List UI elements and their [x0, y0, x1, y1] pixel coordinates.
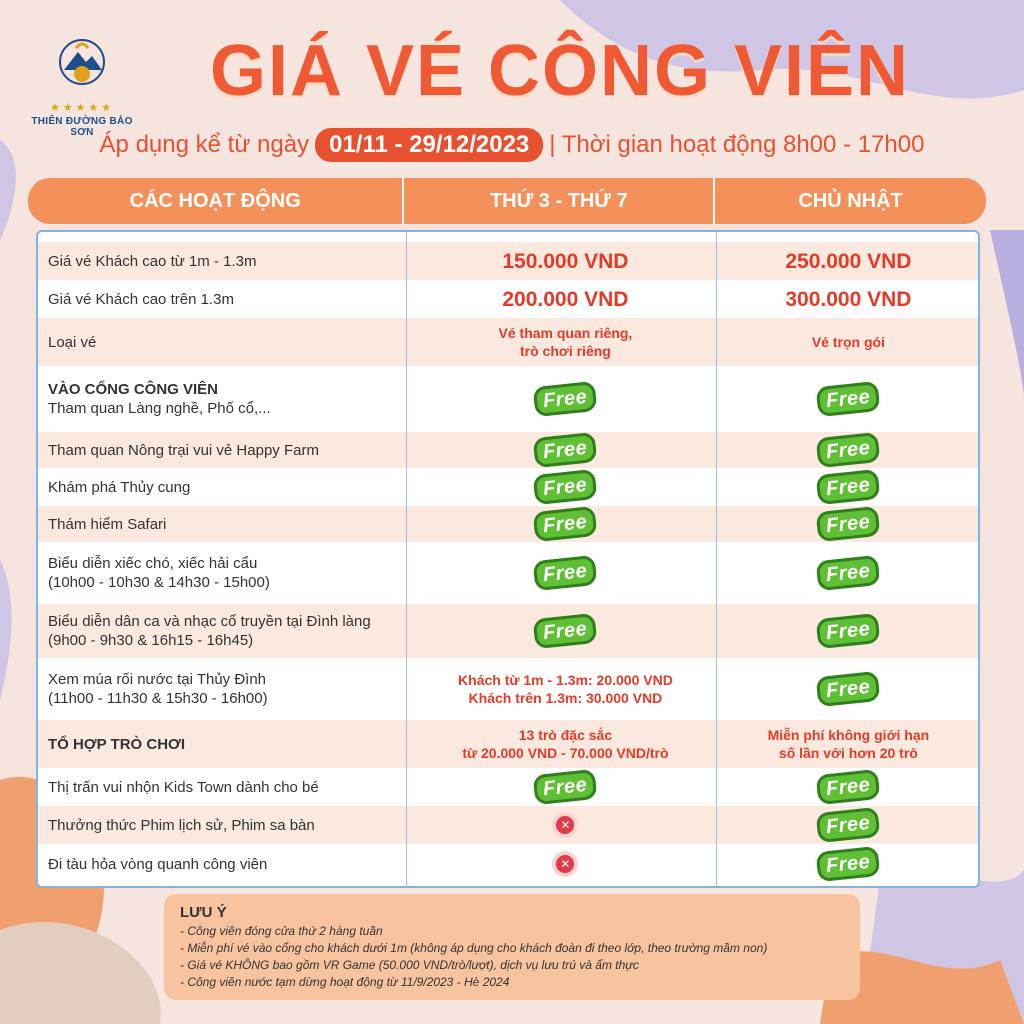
activity-label: Đi tàu hỏa vòng quanh công viên [48, 855, 268, 873]
free-badge: Free [816, 381, 881, 417]
table-row [38, 280, 978, 318]
weekday-price: 200.000 VND [502, 287, 629, 311]
note-item: - Công viên nước tạm dừng hoạt động từ 11/9/2023 - Hè 2024 [180, 975, 510, 989]
apply-from-label: Áp dụng kể từ ngày [99, 131, 310, 158]
price-table [36, 230, 980, 888]
table-row [38, 468, 978, 506]
column-divider [716, 232, 717, 886]
date-range-badge: 01/11 - 29/12/2023 [315, 128, 543, 162]
table-row [38, 604, 978, 658]
weekday-puppet-price: Khách từ 1m - 1.3m: 20.000 VND Khách trên 1.3m: 30.000 VND [458, 672, 673, 706]
notes-title: LƯU Ý [180, 904, 227, 921]
free-badge: Free [816, 506, 881, 542]
table-row [38, 806, 978, 844]
activity-label: Khám phá Thủy cung [48, 478, 191, 496]
free-badge: Free [533, 506, 598, 542]
free-badge: Free [533, 613, 598, 649]
activity-label: Giá vé Khách cao trên 1.3m [48, 290, 234, 308]
free-badge: Free [533, 381, 598, 417]
free-badge: Free [816, 469, 881, 505]
table-row [38, 366, 978, 432]
activity-label: Thị trấn vui nhộn Kids Town dành cho bé [48, 778, 319, 796]
table-row [38, 318, 978, 366]
sunday-price: 250.000 VND [785, 249, 912, 273]
activity-label: Biểu diễn dân ca và nhạc cổ truyền tại Đình làng (9h00 - 9h30 & 16h15 - 16h45) [48, 613, 371, 649]
header-sunday: CHỦ NHẬT [713, 178, 986, 224]
free-badge: Free [816, 769, 881, 805]
free-badge: Free [816, 555, 881, 591]
note-item: - Giá vé KHÔNG bao gồm VR Game (50.000 VND/trò/lượt), dịch vụ lưu trú và ẩm thực [180, 958, 639, 972]
sunday-games-note: Miễn phí không giới hạn số lần với hơn 20 trò [767, 727, 930, 761]
not-included-icon: ✕ [552, 851, 578, 877]
weekday-price: 150.000 VND [502, 249, 629, 273]
note-item: - Công viên đóng cửa thứ 2 hàng tuần [180, 924, 383, 938]
table-row [38, 542, 978, 604]
free-badge: Free [816, 671, 881, 707]
table-row [38, 658, 978, 720]
mountain-sun-icon [50, 34, 114, 94]
table-header [28, 178, 986, 224]
header-weekday: THỨ 3 - THỨ 7 [402, 178, 713, 224]
column-divider [406, 232, 407, 886]
table-row [38, 242, 978, 280]
free-badge: Free [816, 432, 881, 468]
activity-label: Biểu diễn xiếc chó, xiếc hải cẩu (10h00 - 10h30 & 14h30 - 15h00) [48, 555, 270, 591]
operating-hours: | Thời gian hoạt động 8h00 - 17h00 [549, 131, 925, 158]
not-included-icon: ✕ [552, 812, 578, 838]
free-badge: Free [816, 807, 881, 843]
table-row [38, 432, 978, 468]
sunday-ticket-type: Vé trọn gói [811, 334, 885, 350]
free-badge: Free [533, 432, 598, 468]
free-badge: Free [816, 846, 881, 882]
brand-name: THIÊN ĐƯỜNG BẢO SƠN [31, 116, 133, 138]
free-badge: Free [816, 613, 881, 649]
weekday-ticket-type: Vé tham quan riêng, trò chơi riêng [498, 325, 633, 359]
free-badge: Free [533, 769, 598, 805]
table-row [38, 768, 978, 806]
header-activities: CÁC HOẠT ĐỘNG [129, 189, 301, 212]
activity-label: Thám hiểm Safari [48, 515, 167, 533]
activity-label: Thưởng thức Phim lịch sử, Phim sa bàn [48, 816, 315, 834]
activity-label: VÀO CỔNG CÔNG VIÊN Tham quan Làng nghề, Phố cổ,... [48, 381, 271, 417]
free-badge: Free [533, 555, 598, 591]
notes-box [164, 894, 860, 1000]
table-row [38, 720, 978, 768]
activity-label: Tham quan Nông trại vui vẻ Happy Farm [48, 441, 319, 459]
subtitle [0, 128, 1024, 162]
sunday-price: 300.000 VND [785, 287, 912, 311]
table-row [38, 844, 978, 884]
note-item: - Miễn phí vé vào cổng cho khách dưới 1m (không áp dụng cho khách đoàn đi theo lớp, theo trường mầm non) [180, 941, 768, 955]
brand-logo [22, 34, 142, 138]
free-badge: Free [533, 469, 598, 505]
table-row [38, 506, 978, 542]
activity-label: Loại vé [48, 333, 97, 351]
rating-stars: ★★★★★ [49, 102, 115, 114]
page-title: GIÁ VÉ CÔNG VIÊN [209, 31, 911, 111]
activity-label: Xem múa rối nước tại Thủy Đình (11h00 - 11h30 & 15h30 - 16h00) [48, 671, 268, 707]
activity-label: TỔ HỢP TRÒ CHƠI [48, 735, 185, 753]
weekday-games-price: 13 trò đặc sắc từ 20.000 VND - 70.000 VND/trò [462, 727, 669, 761]
activity-label: Giá vé Khách cao từ 1m - 1.3m [48, 252, 257, 270]
